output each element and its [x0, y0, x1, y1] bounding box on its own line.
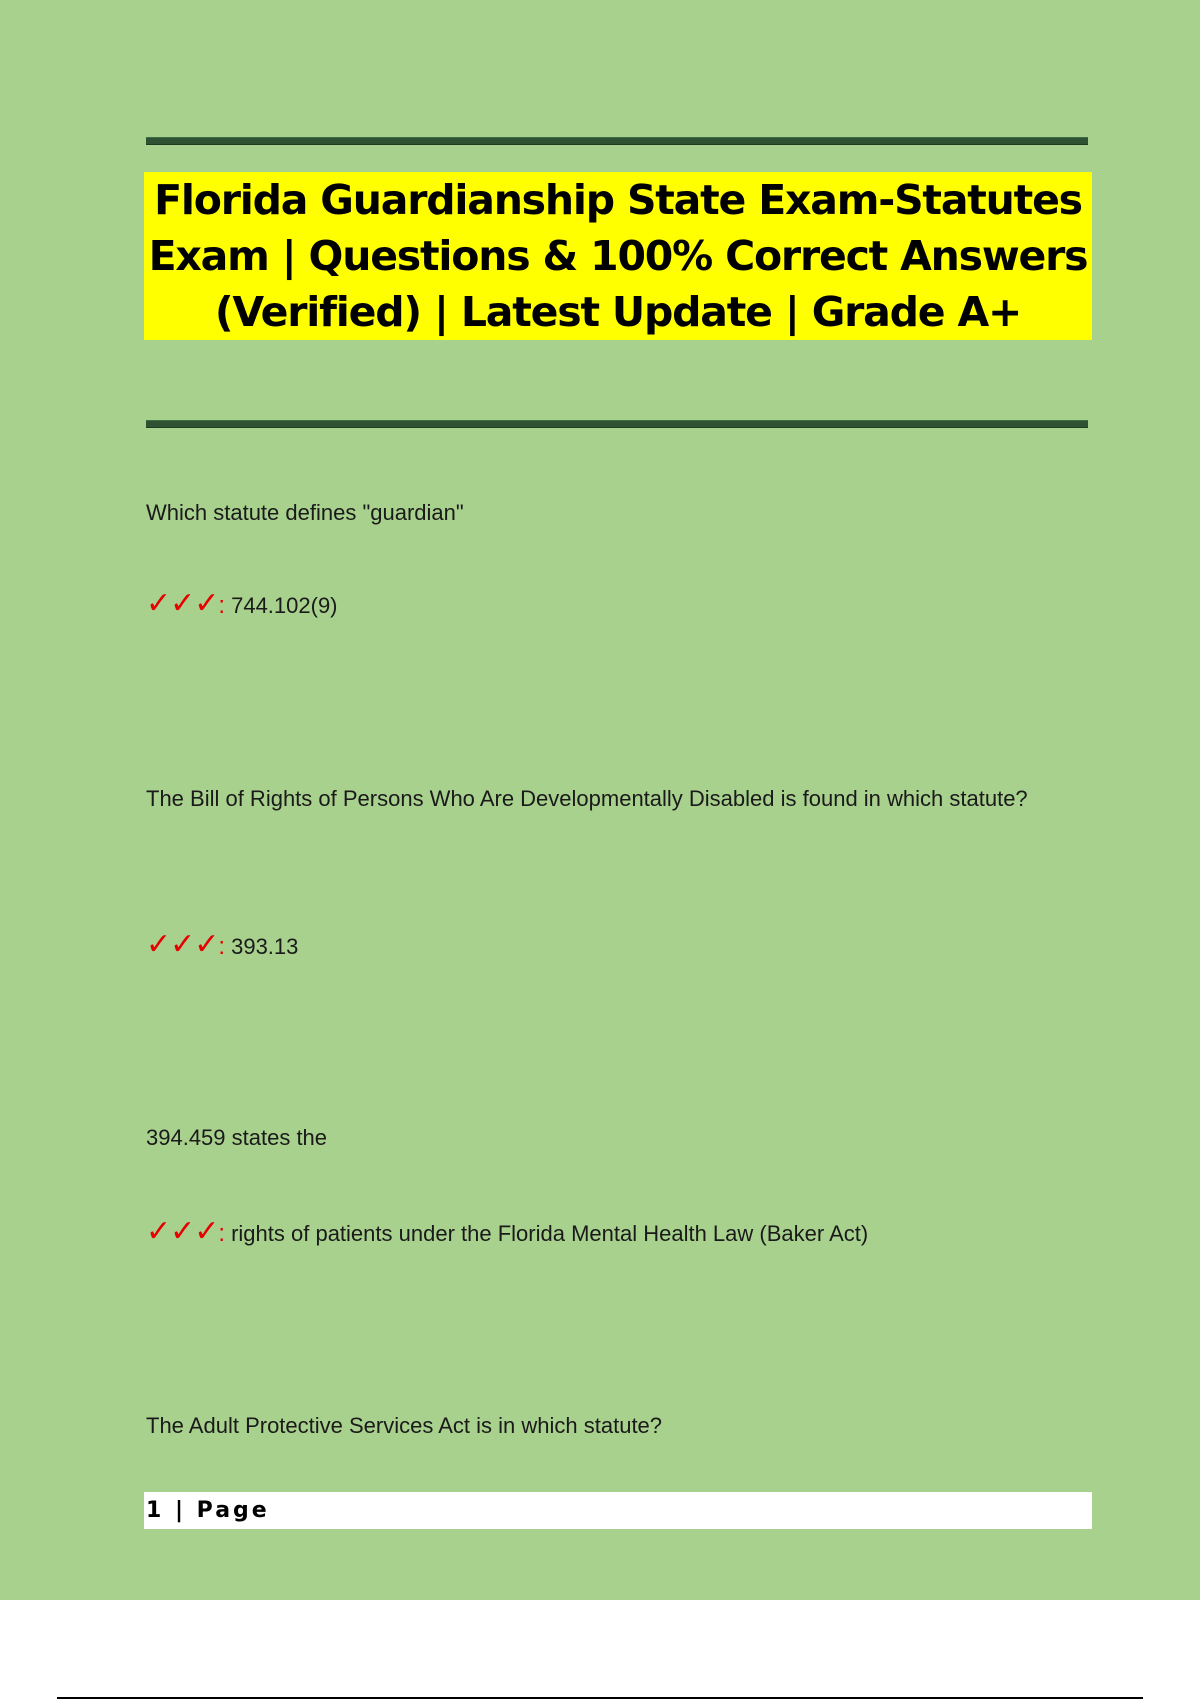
answer-text: 393.13: [231, 934, 299, 959]
answer-text: rights of patients under the Florida Mental Health Law (Baker Act): [231, 1221, 869, 1246]
top-divider: [146, 137, 1088, 145]
checkmark-icon: ✓✓✓: [146, 586, 219, 621]
question-3: [146, 1109, 1046, 1166]
answer-colon: :: [218, 592, 226, 619]
answer-1: [146, 586, 338, 621]
answer-text: 744.102(9): [231, 593, 338, 618]
question-4: [146, 1397, 1046, 1454]
question-2: [146, 770, 1046, 827]
question-text: The Adult Protective Services Act is in which statute?: [146, 1413, 663, 1438]
question-text: The Bill of Rights of Persons Who Are Developmentally Disabled is found in which statute?: [146, 786, 1028, 811]
question-1: [146, 484, 1046, 541]
page-bottom-rule: [57, 1697, 1143, 1699]
answer-2: [146, 927, 298, 962]
question-text: 394.459 states the: [146, 1125, 328, 1150]
page-number: 1 | Page: [146, 1498, 270, 1523]
answer-colon: :: [218, 1220, 226, 1247]
page-footer: [144, 1492, 1092, 1529]
bottom-divider: [146, 420, 1088, 428]
answer-3: [146, 1214, 868, 1249]
document-title: Florida Guardianship State Exam-Statutes Exam | Questions & 100% Correct Answers (Verified) | Latest Update | Grade A+: [148, 176, 1088, 336]
answer-colon: :: [218, 933, 226, 960]
question-text: Which statute defines "guardian": [146, 500, 464, 525]
checkmark-icon: ✓✓✓: [146, 927, 219, 962]
title-highlight-box: [144, 172, 1092, 340]
checkmark-icon: ✓✓✓: [146, 1214, 219, 1249]
